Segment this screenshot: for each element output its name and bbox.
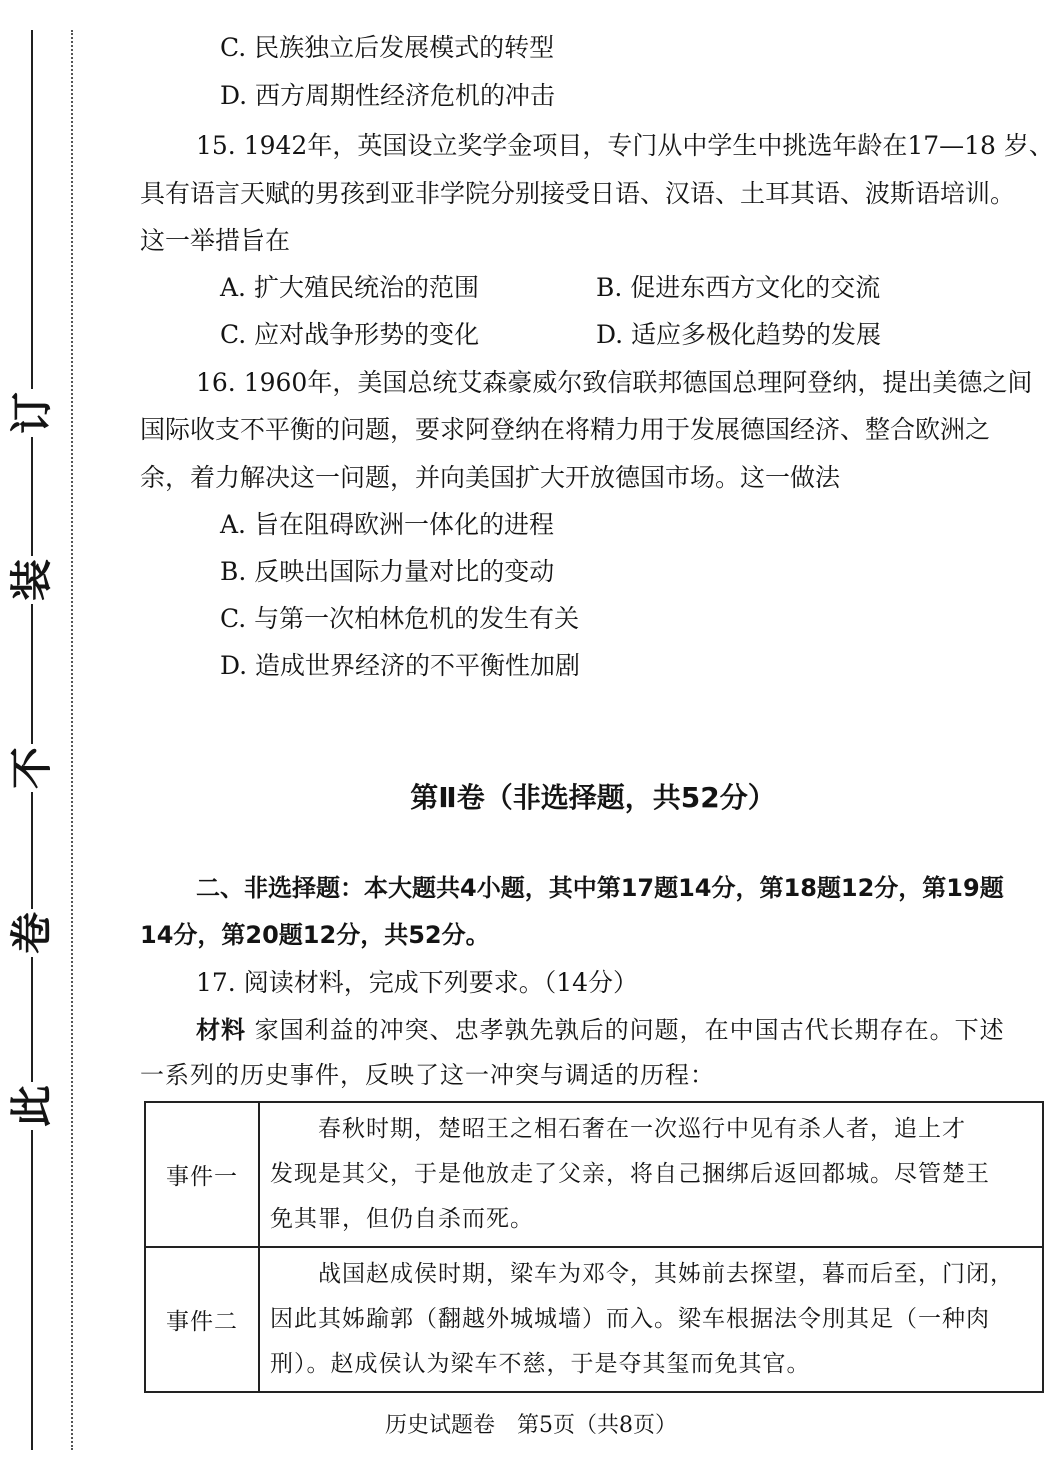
section-instructions-line1: 二、非选择题：本大题共4小题，其中第17题14分，第18题12分，第19题 xyxy=(196,874,1004,902)
q16-stem-line3: 余，着力解决这一问题，并向美国扩大开放德国市场。这一做法 xyxy=(140,463,841,492)
binding-line xyxy=(31,30,33,1450)
q16-stem-line2: 国际收支不平衡的问题，要求阿登纳在将精力用于发展德国经济、整合欧洲之 xyxy=(140,415,991,444)
q15-stem-line1: 15. 1942年，英国设立奖学金项目，专门从中学生中挑选年龄在17—18 岁、 xyxy=(196,131,1054,160)
binding-char-1: 此 xyxy=(4,1082,60,1130)
section-title: 第Ⅱ卷（非选择题，共52分） xyxy=(410,781,776,814)
event-line: 因此其姊踰郭（翻越外城城墙）而入。梁车根据法令刖其足（一种肉 xyxy=(270,1306,990,1332)
binding-char-5: 订 xyxy=(4,389,60,437)
q15-option-a: A. 扩大殖民统治的范围 xyxy=(220,273,479,302)
material-label: 材料 xyxy=(196,1016,246,1044)
table-row xyxy=(145,1102,1043,1247)
event-label: 事件二 xyxy=(145,1247,259,1392)
binding-char-2: 卷 xyxy=(4,909,60,957)
q14-option-c: C. 民族独立后发展模式的转型 xyxy=(220,33,555,62)
event-line: 战国赵成侯时期，梁车为邓令，其姊前去探望，暮而后至，门闭， xyxy=(318,1261,1014,1287)
q15-option-d: D. 适应多极化趋势的发展 xyxy=(596,320,882,349)
section-instructions-line2: 14分，第20题12分，共52分。 xyxy=(140,921,490,949)
event-line: 发现是其父，于是他放走了父亲，将自己捆绑后返回都城。尽管楚王 xyxy=(270,1161,990,1187)
q15-option-c: C. 应对战争形势的变化 xyxy=(220,320,480,349)
q16-option-c: C. 与第一次柏林危机的发生有关 xyxy=(220,604,580,633)
event-text xyxy=(259,1247,1043,1392)
event-line: 春秋时期，楚昭王之相石奢在一次巡行中见有杀人者，追上才 xyxy=(318,1116,966,1142)
binding-char-4: 装 xyxy=(4,556,60,604)
event-line: 免其罪，但仍自杀而死。 xyxy=(270,1206,534,1232)
event-text xyxy=(259,1102,1043,1247)
q17-title: 17. 阅读材料，完成下列要求。（14分） xyxy=(196,968,639,997)
q16-option-a: A. 旨在阻碍欧洲一体化的进程 xyxy=(220,510,554,539)
q17-material-line1 xyxy=(196,1010,1005,1050)
dotted-cut-line xyxy=(71,30,73,1450)
q15-option-b: B. 促进东西方文化的交流 xyxy=(596,273,881,302)
events-table xyxy=(144,1101,1044,1393)
material-text: 家国利益的冲突、忠孝孰先孰后的问题，在中国古代长期存在。下述 xyxy=(254,1016,1005,1044)
q16-stem-line1: 16. 1960年，美国总统艾森豪威尔致信联邦德国总理阿登纳，提出美德之间 xyxy=(196,368,1033,397)
q17-material-line2: 一系列的历史事件，反映了这一冲突与调适的历程： xyxy=(140,1061,715,1089)
table-row xyxy=(145,1247,1043,1392)
event-label: 事件一 xyxy=(145,1102,259,1247)
binding-margin xyxy=(0,0,64,1460)
q16-option-d: D. 造成世界经济的不平衡性加剧 xyxy=(220,651,581,680)
q15-stem-line3: 这一举措旨在 xyxy=(140,226,291,255)
q15-stem-line2: 具有语言天赋的男孩到亚非学院分别接受日语、汉语、土耳其语、波斯语培训。 xyxy=(140,179,1016,208)
q14-option-d: D. 西方周期性经济危机的冲击 xyxy=(220,81,556,110)
binding-char-3: 不 xyxy=(4,744,60,792)
event-line: 刑）。赵成侯认为梁车不慈，于是夺其玺而免其官。 xyxy=(270,1351,811,1377)
q16-option-b: B. 反映出国际力量对比的变动 xyxy=(220,557,555,586)
page-footer: 历史试题卷 第5页（共8页） xyxy=(385,1413,677,1438)
